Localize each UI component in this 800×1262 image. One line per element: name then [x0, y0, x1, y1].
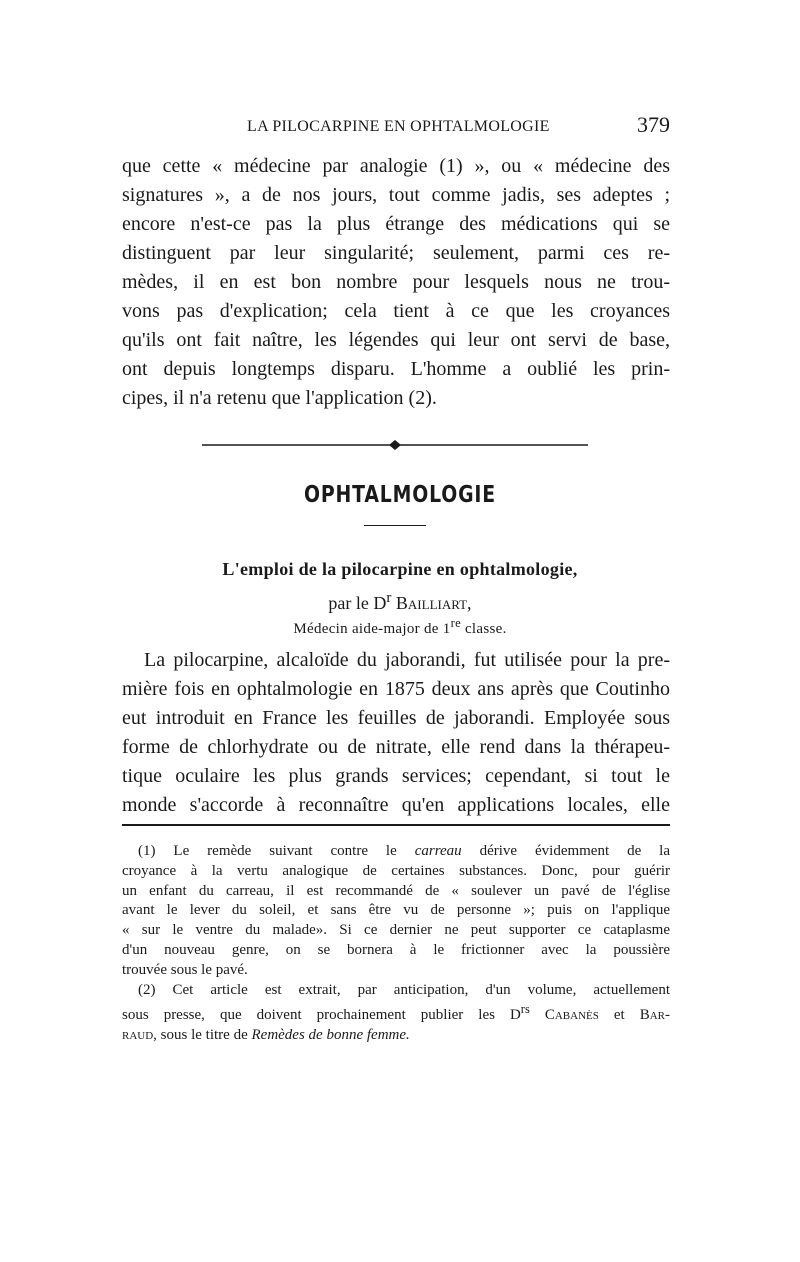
text-line: encore n'est-ce pas la plus étrange des médications qui se	[122, 213, 670, 235]
intro-paragraph	[122, 152, 670, 413]
footnote-author-name: Bar-	[639, 1007, 671, 1024]
footnote-line: « sur le ventre du malade». Si ce dernier ne peut supporter ce cataplasme	[122, 922, 670, 939]
text-line: que cette « médecine par analogie (1) », ou « médecine des	[122, 155, 670, 177]
footnote-text: dérive évidemment de la	[461, 843, 670, 859]
footnote-line: trouvée sous le pavé.	[122, 961, 248, 978]
footnote-2	[122, 981, 670, 1046]
byline-prefix: par le D	[328, 593, 387, 613]
footnote-text: , sous le titre de	[153, 1027, 252, 1044]
text-line: monde s'accorde à reconnaître qu'en applications locales, elle	[122, 794, 670, 816]
text-line: mière fois en ophtalmologie en 1875 deux ans après que Coutinho	[122, 678, 670, 700]
affiliation-sup: re	[450, 616, 461, 630]
footnote-line: d'un nouveau genre, on se bornera à le frictionner avec la poussière	[122, 941, 670, 958]
section-title: OPHTALMOLOGIE	[304, 482, 496, 508]
article-title: L'emploi de la pilocarpine en ophtalmologie,	[222, 559, 578, 579]
running-title: LA PILOCARPINE EN OPHTALMOLOGIE	[247, 118, 550, 135]
body-paragraph	[122, 646, 670, 820]
text-line: cipes, il n'a retenu que l'application (2).	[122, 387, 437, 409]
footnotes	[122, 842, 670, 1046]
page-number: 379	[637, 112, 670, 137]
footnote-text: (1) Le remède suivant contre le	[138, 843, 415, 859]
text-line: signatures », a de nos jours, tout comme jadis, ses adeptes ;	[122, 184, 670, 206]
text-line: eut introduit en France les feuilles de jaborandi. Employée sous	[122, 707, 670, 729]
footnote-italic: carreau	[414, 843, 462, 859]
footnote-line: un enfant du carreau, il est recommandé de « soulever un pavé de l'église	[122, 882, 670, 899]
text-line: qu'ils ont fait naître, les légendes qui leur ont servi de base,	[122, 329, 670, 351]
author-affiliation	[0, 616, 800, 638]
section-title-rule	[364, 525, 426, 526]
footnote-line: (2) Cet article est extrait, par anticipation, d'un volume, actuellement	[138, 981, 670, 998]
affiliation-suffix: classe.	[460, 621, 507, 637]
byline-sup: r	[386, 590, 392, 606]
byline	[0, 590, 800, 614]
text-line: tique oculaire les plus grands services; cependant, si tout le	[122, 765, 670, 787]
footnote-line	[122, 842, 670, 862]
footnote-line: avant le lever du soleil, et sans être vu de personne »; puis on l'applique	[122, 902, 670, 919]
footnote-rule	[122, 824, 670, 826]
text-line: vons pas d'explication; cela tient à ce que les croyances	[122, 300, 670, 322]
footnote-text: sous presse, que doivent prochainement publier les D	[122, 1007, 521, 1024]
footnote-line: croyance à la vertu analogique de certaines substances. Donc, pour guérir	[122, 862, 670, 879]
section-divider-ornament	[202, 440, 588, 450]
text-line: distinguent par leur singularité; seulement, parmi ces re-	[122, 242, 670, 264]
footnote-1	[122, 842, 670, 981]
author-name: Bailliart,	[395, 593, 472, 613]
text-line: ont depuis longtemps disparu. L'homme a oublié les prin-	[122, 358, 670, 380]
footnote-text: et	[598, 1007, 640, 1024]
text-line: forme de chlorhydrate ou de nitrate, elle rend dans la thérapeu-	[122, 736, 670, 758]
affiliation-prefix: Médecin aide-major de 1	[293, 621, 451, 637]
footnote-sup: rs	[520, 1002, 530, 1017]
text-line: La pilocarpine, alcaloïde du jaborandi, fut utilisée pour la pre-	[144, 649, 670, 671]
footnote-line	[122, 1000, 670, 1026]
footnote-author-name: raud	[122, 1027, 154, 1044]
footnote-line	[122, 1026, 670, 1046]
footnote-author-name: Cabanès	[529, 1007, 599, 1024]
running-head	[122, 112, 670, 142]
footnote-book-title: Remèdes de bonne femme.	[251, 1027, 410, 1044]
text-line: mèdes, il en est bon nombre pour lesquels nous ne trou-	[122, 271, 670, 293]
